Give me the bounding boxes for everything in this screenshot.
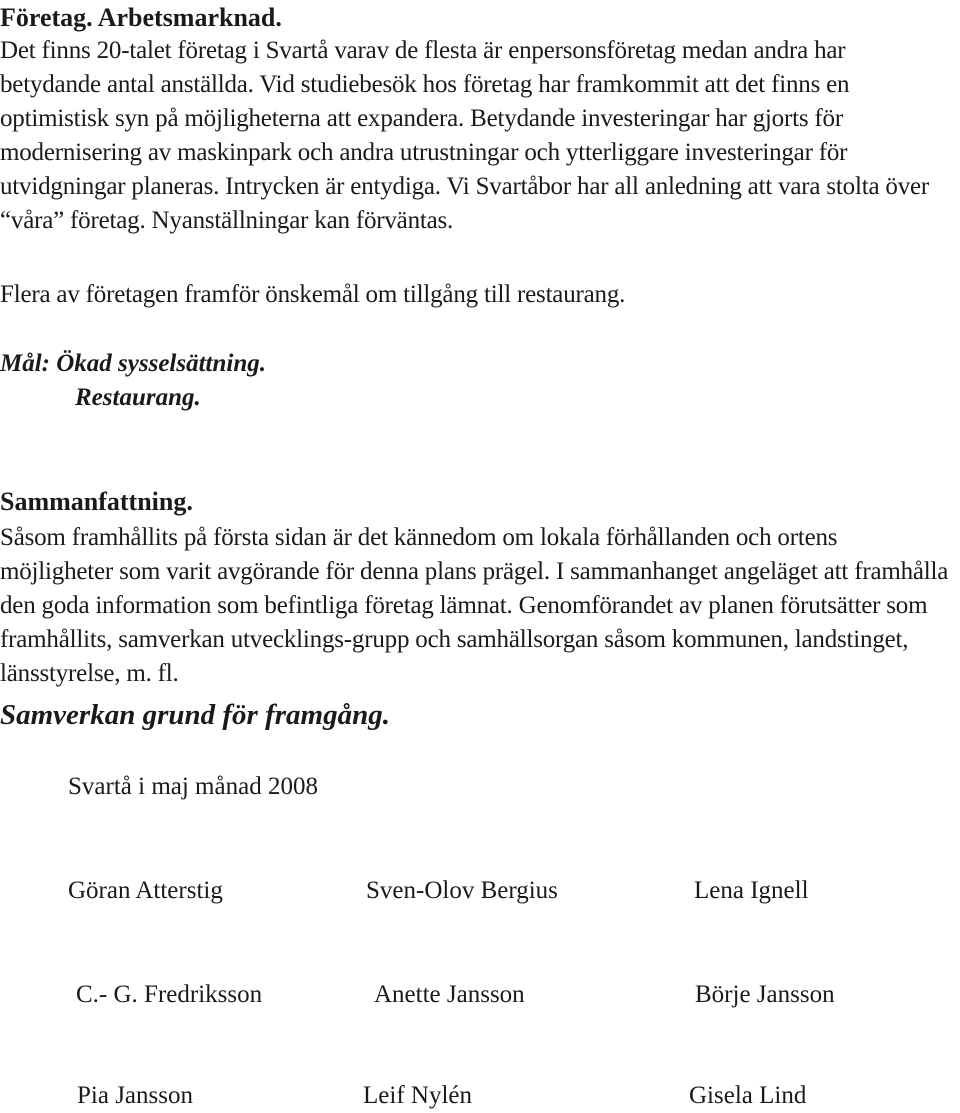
signatory-name: C.- G. Fredriksson (76, 981, 263, 1008)
motto: Samverkan grund för framgång. (0, 699, 390, 731)
restaurant-wish-paragraph: Flera av företagen framför önskemål om tillgång till restaurang. (0, 281, 626, 308)
section-heading-business: Företag. Arbetsmarknad. (0, 3, 282, 32)
signatory-name: Anette Jansson (374, 981, 525, 1008)
signatory-name: Göran Atterstig (68, 877, 223, 904)
goal-line: Mål: Ökad sysselsättning. (0, 350, 267, 377)
goal-line-restaurant: Restaurang. (75, 384, 201, 411)
summary-paragraph: Såsom framhållits på första sidan är det kännedom om lokala förhållanden och ortens möjligheter som varit avgörande för denna plans prägel. I sammanhanget angeläget att framhålla den goda information som befintliga företag lämnat. Genomförandet av planen förutsätter som framhållits, samverkan utvecklings-grupp och samhällsorgan såsom kommunen, landstinget, länsstyrelse, m. fl. (0, 524, 949, 687)
section-heading-summary: Sammanfattning. (0, 487, 193, 516)
signatory-name: Gisela Lind (689, 1082, 807, 1109)
signatory-name: Sven-Olov Bergius (366, 877, 558, 904)
signatory-name: Leif Nylén (363, 1082, 472, 1109)
signatory-name: Lena Ignell (694, 877, 809, 904)
place-and-date: Svartå i maj månad 2008 (68, 773, 318, 800)
business-paragraph: Det finns 20-talet företag i Svartå varav de flesta är enpersonsföretag medan andra har betydande antal anställda. Vid studiebesök hos företag har framkommit att det finns en optimistisk syn på möjligheterna att expandera. Betydande investeringar har gjorts för modernisering av maskinpark och andra utrustningar och ytterliggare investeringar för utvidgningar planeras. Intrycken är entydiga. Vi Svartåbor har all anledning att vara stolta över “våra” företag. Nyanställningar kan förväntas. (0, 37, 930, 234)
signatory-name: Pia Jansson (77, 1082, 193, 1109)
signatory-name: Börje Jansson (695, 981, 835, 1008)
